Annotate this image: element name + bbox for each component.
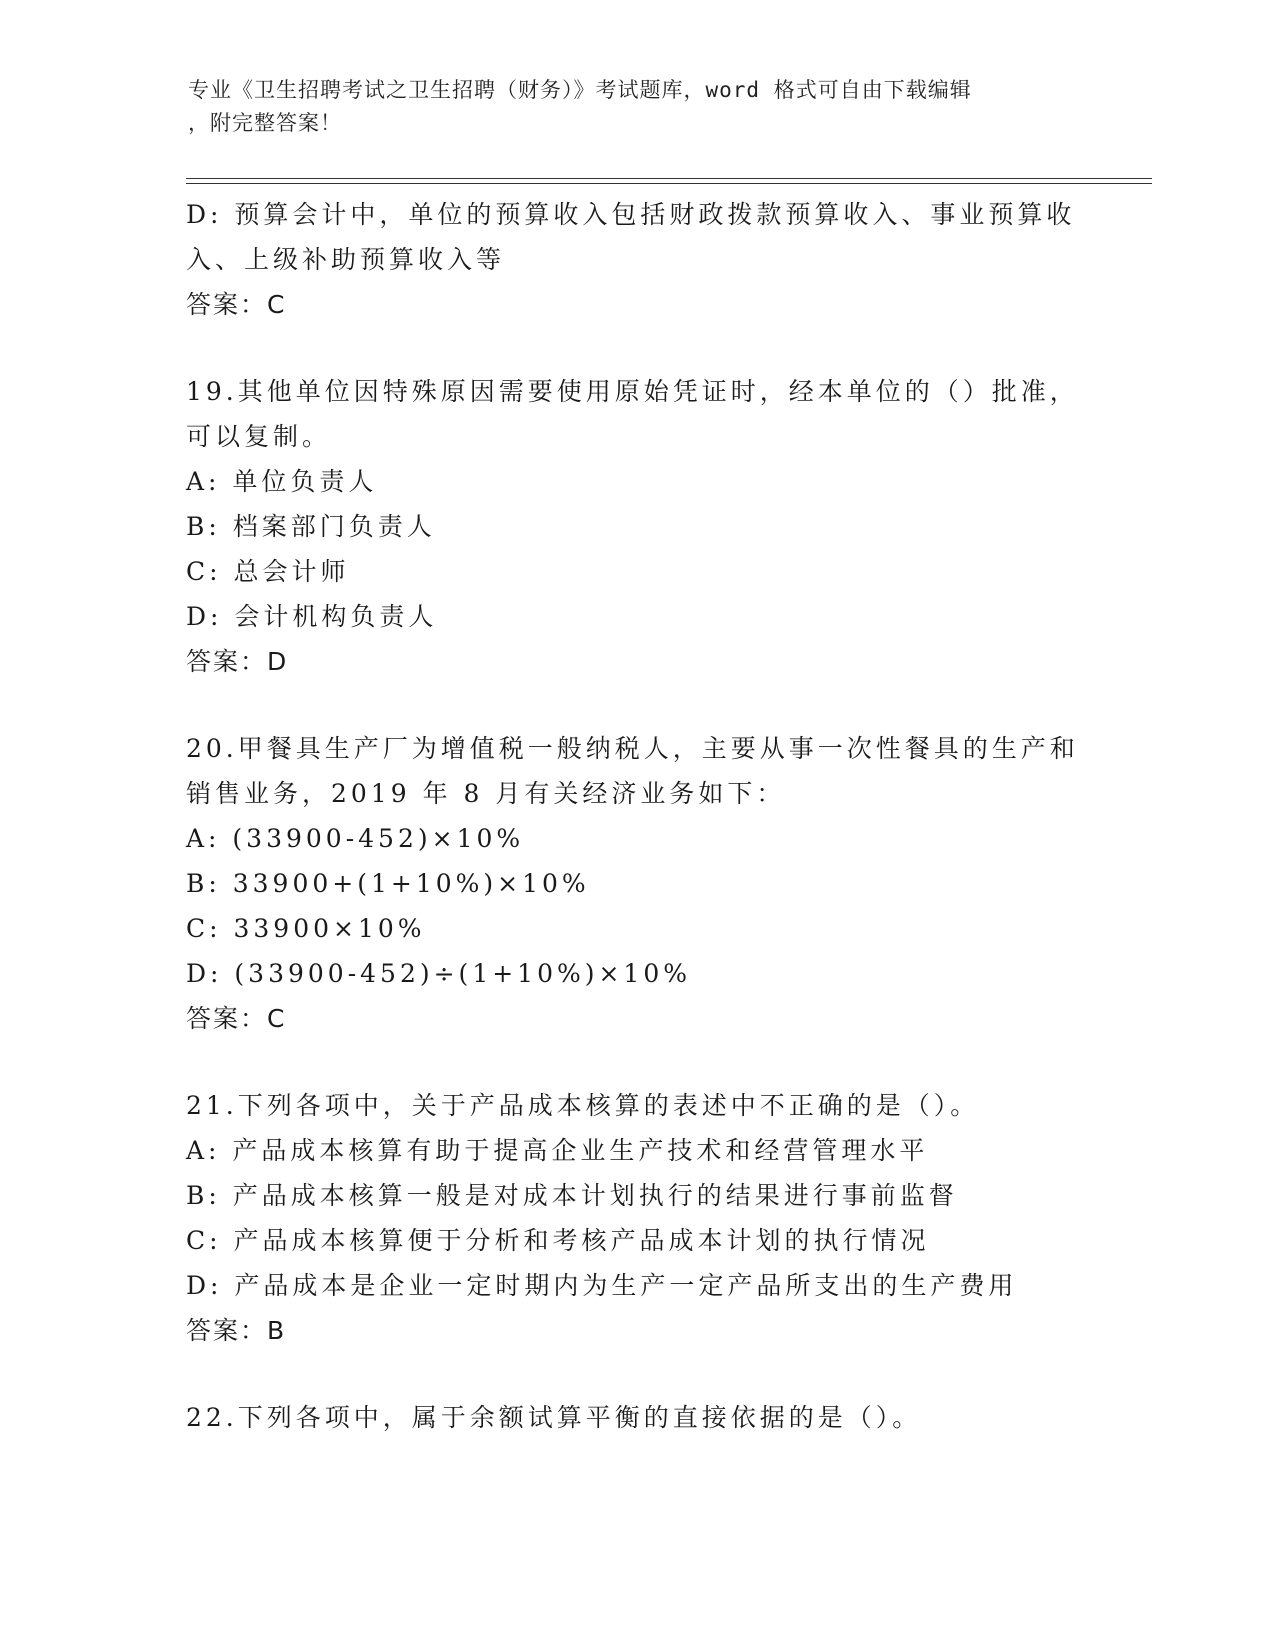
header-divider-bottom	[186, 183, 1152, 184]
option-b: B: 33900+(1+10%)×10%	[186, 869, 590, 898]
option-b: B: 产品成本核算一般是对成本计划执行的结果进行事前监督	[186, 1181, 958, 1210]
answer-line: 答案：D	[186, 647, 289, 676]
option-a: A: 产品成本核算有助于提高企业生产技术和经营管理水平	[186, 1136, 929, 1165]
option-d-continued: 入、上级补助预算收入等	[186, 245, 506, 274]
question-block-19	[186, 369, 1086, 684]
question-text-continued: 可以复制。	[186, 422, 332, 451]
option-a: A: (33900-452)×10%	[186, 824, 525, 853]
question-list	[186, 192, 1086, 1440]
spacer	[186, 684, 1086, 726]
option-c: C: 产品成本核算便于分析和考核产品成本计划的执行情况	[186, 1226, 930, 1255]
header-line-1: 专业《卫生招聘考试之卫生招聘（财务）》考试题库，word 格式可自由下载编辑	[188, 78, 972, 102]
question-text: 21.下列各项中，关于产品成本核算的表述中不正确的是（）。	[186, 1091, 980, 1120]
question-block-prev	[186, 192, 1086, 327]
answer-line: 答案：C	[186, 1004, 287, 1033]
option-d: D: 会计机构负责人	[186, 602, 438, 631]
option-c: C: 总会计师	[186, 557, 350, 586]
option-d: D: (33900-452)÷(1+10%)×10%	[186, 959, 692, 988]
option-d: D: 预算会计中，单位的预算收入包括财政拨款预算收入、事业预算收	[186, 200, 1076, 229]
question-text-continued: 销售业务，2019 年 8 月有关经济业务如下：	[186, 779, 786, 808]
spacer	[186, 1041, 1086, 1083]
answer-line: 答案：B	[186, 1316, 287, 1345]
spacer	[186, 1353, 1086, 1395]
option-c: C: 33900×10%	[186, 914, 426, 943]
answer-line: 答案：C	[186, 290, 287, 319]
option-a: A: 单位负责人	[186, 467, 378, 496]
header-line-2: ，附完整答案！	[188, 111, 342, 135]
option-b: B: 档案部门负责人	[186, 512, 436, 541]
question-block-22	[186, 1395, 1086, 1440]
question-block-21	[186, 1083, 1086, 1353]
document-header	[188, 74, 1088, 140]
question-text: 20.甲餐具生产厂为增值税一般纳税人，主要从事一次性餐具的生产和	[186, 734, 1079, 763]
question-text: 19.其他单位因特殊原因需要使用原始凭证时，经本单位的（）批准，	[186, 377, 1079, 406]
spacer	[186, 327, 1086, 369]
question-block-20	[186, 726, 1086, 1041]
header-divider-top	[186, 178, 1152, 179]
option-d: D: 产品成本是企业一定时期内为生产一定产品所支出的生产费用	[186, 1271, 1018, 1300]
question-text: 22.下列各项中，属于余额试算平衡的直接依据的是（）。	[186, 1403, 922, 1432]
